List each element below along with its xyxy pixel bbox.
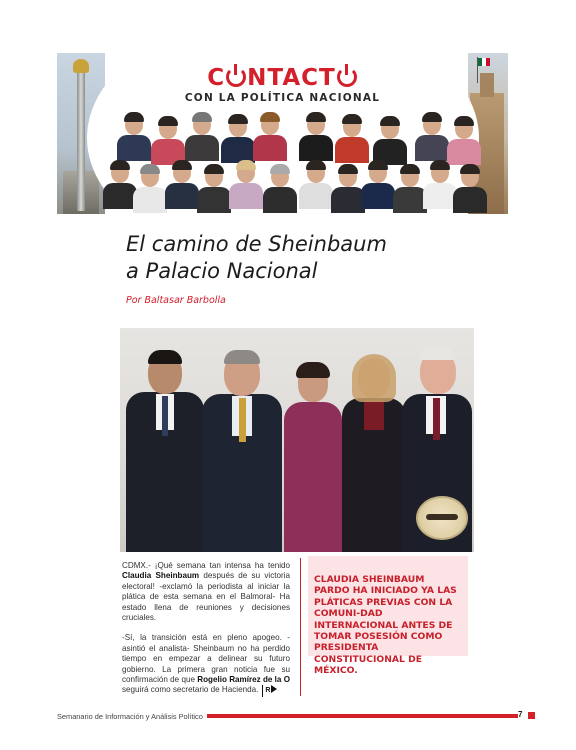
politician-portrait [447,115,481,165]
politician-portrait [117,111,151,161]
politician-portrait [453,163,487,213]
article-paragraph: CDMX.- ¡Qué semana tan intensa ha tenido Claudia Sheinbaum después de su victoria electoral! -exclamó la periodista al iniciar la plática de esta semana en el Balmoral- Ha estado llena de reuniones y decisiones cruciales. [122,561,290,623]
politician-portrait [299,111,333,161]
politician-portrait [151,115,185,165]
brand-subtitle: CON LA POLÍTICA NACIONAL [184,92,381,104]
power-icon [337,67,357,87]
header-banner [57,53,508,214]
hat-band [426,514,458,520]
footer-publication: Semanario de Información y Análisis Político [57,712,203,721]
article-body [122,561,290,707]
politician-portrait [197,163,231,213]
page-marker [528,712,535,719]
article-photo [120,328,474,552]
politician-portrait [415,111,449,161]
article-byline: Por Baltasar Barbolla [126,295,226,306]
politician-portrait [103,159,137,209]
article-paragraph: -Sí, la transición está en pleno apogeo. -asintió el analista- Sheinbaum no ha perdido tiempo en empezar a delinear su futuro gobierno. La primera gran noticia fue su confirmación de que Rogelio Ramírez de la O seguirá como secretario de Hacienda. R [122,633,290,696]
brand-letters: NTACT [247,65,336,91]
brand-logo [57,65,508,91]
politician-portrait [221,113,255,163]
column-divider [300,558,301,696]
politician-portrait [331,163,365,213]
politician-portrait [393,163,427,213]
pull-quote: CLAUDIA SHEINBAUM PARDO HA INICIADO YA LAS PLÁTICAS PREVIAS CON LA COMUNI-DAD INTERNACIONAL ANTES DE TOMAR POSESIÓN COMO PRESIDENTA CONSTITUCIONAL DE MÉXICO. [308,556,468,656]
politician-portrait [165,159,199,209]
politician-portrait [299,159,333,209]
article-title-line-1: El camino de Sheinbaum [126,232,387,256]
politician-portrait [263,163,297,213]
article-title-line-2: a Palacio Nacional [126,259,318,283]
power-icon [226,67,246,87]
page-number: 7 [518,710,523,719]
politician-portrait [373,115,407,165]
politician-portrait [133,163,167,213]
article-title [126,231,456,285]
politician-portrait [361,159,395,209]
politicians-collage [103,111,483,214]
politician-portrait [229,159,263,209]
continue-arrow-icon: R [262,685,277,696]
footer-rule [207,714,518,718]
politician-portrait [185,111,219,161]
name-highlight: Claudia Sheinbaum [122,571,200,581]
politician-portrait [253,111,287,161]
name-highlight: Rogelio Ramírez de la O [197,675,291,685]
politician-portrait [423,159,457,209]
politician-portrait [335,113,369,163]
brand-letter-c: C [207,65,226,91]
